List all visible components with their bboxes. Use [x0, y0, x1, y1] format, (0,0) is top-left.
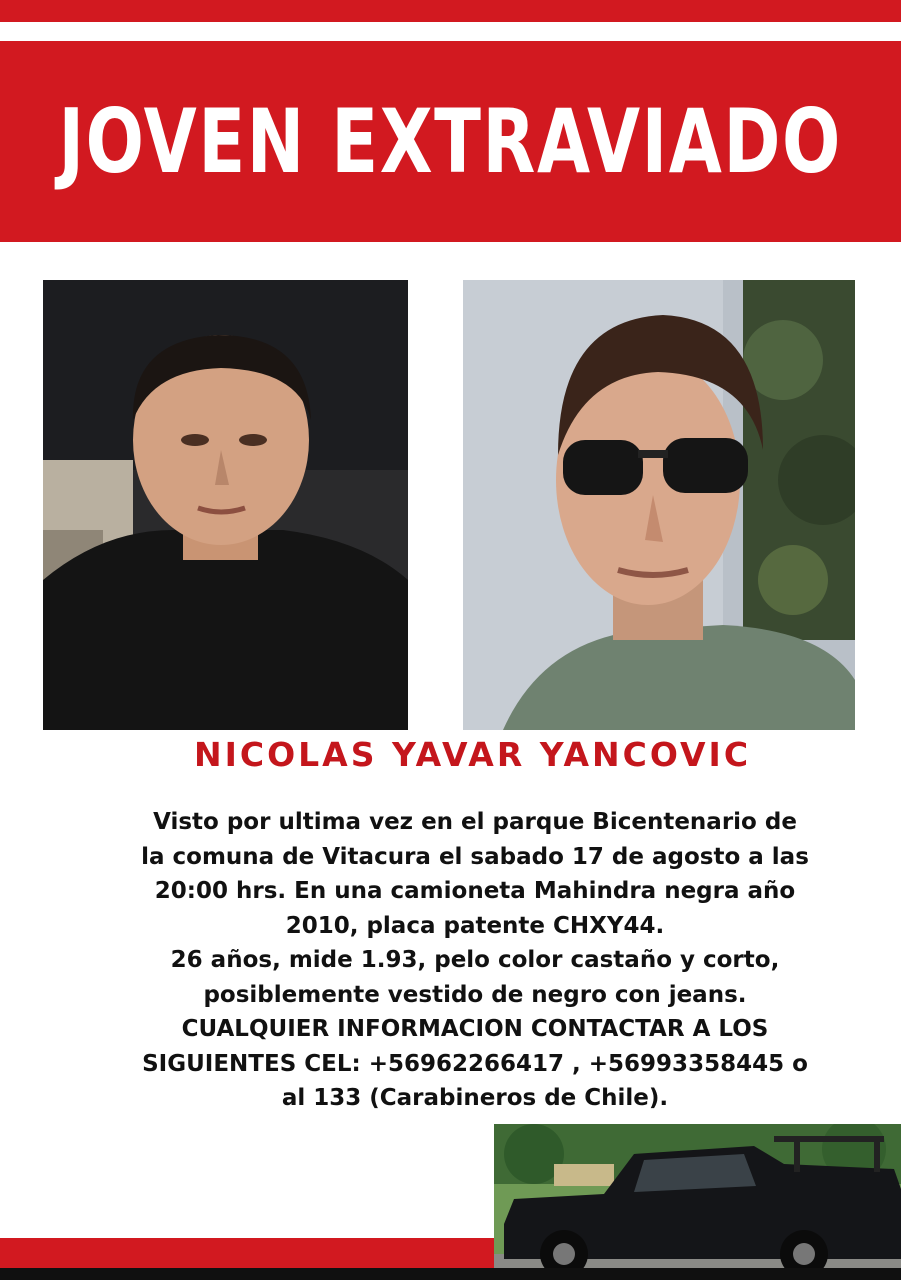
description-line: Visto por ultima vez en el parque Bicentenario de	[153, 809, 797, 835]
poster-title: JOVEN EXTRAVIADO	[58, 90, 843, 193]
photo-person-left	[43, 280, 408, 730]
top-red-strip	[0, 0, 901, 22]
contact-line: CUALQUIER INFORMACION CONTACTAR A LOS	[181, 1016, 769, 1042]
photo-person-right	[463, 280, 855, 730]
bottom-red-strip	[0, 1238, 500, 1268]
contact-line: al 133 (Carabineros de Chile).	[281, 1085, 669, 1111]
description-line: 26 años, mide 1.93, pelo color castaño y corto,	[170, 947, 780, 973]
description-line: 2010, placa patente CHXY44.	[285, 912, 665, 939]
description-line: 20:00 hrs. En una camioneta Mahindra negra año	[154, 878, 796, 904]
contact-line: SIGUIENTES CEL: +56962266417 , +56993358445 o	[142, 1050, 808, 1077]
description-line: la comuna de Vitacura el sabado 17 de agosto a las	[141, 843, 809, 870]
photo-vehicle	[494, 1124, 901, 1280]
description-line: posiblemente vestido de negro con jeans.	[203, 981, 747, 1008]
description-text	[95, 805, 855, 1116]
title-banner	[0, 41, 901, 242]
bottom-black-strip	[0, 1268, 901, 1280]
missing-person-name: NICOLAS YAVAR YANCOVIC	[193, 735, 752, 774]
